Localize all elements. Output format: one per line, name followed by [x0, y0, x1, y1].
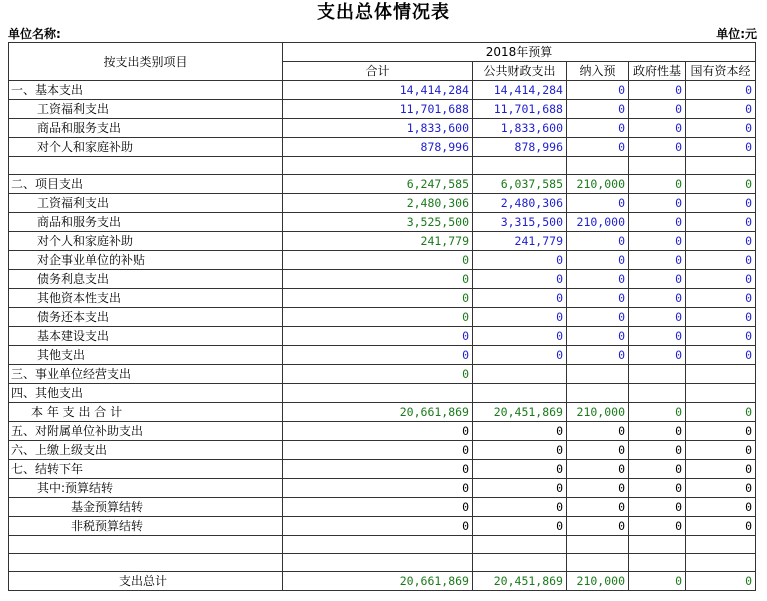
row-value: 0: [567, 422, 629, 441]
row-value: 0: [629, 346, 686, 365]
row-value: [567, 157, 629, 175]
header-year-group: 2018年预算: [283, 43, 756, 62]
row-value: 0: [686, 194, 756, 213]
header-item-col: 按支出类别项目: [9, 43, 283, 81]
row-value: 20,661,869: [283, 403, 473, 422]
row-value: 0: [686, 441, 756, 460]
row-value: [686, 157, 756, 175]
table-row: [9, 175, 756, 194]
row-value: 0: [629, 422, 686, 441]
row-label: 工资福利支出: [9, 194, 283, 213]
row-value: 0: [629, 251, 686, 270]
table-row: [9, 270, 756, 289]
row-label: 其中:预算结转: [9, 479, 283, 498]
row-value: [283, 384, 473, 403]
row-label: 基本建设支出: [9, 327, 283, 346]
row-value: [686, 384, 756, 403]
row-value: 0: [686, 572, 756, 591]
unit-info-line: [0, 26, 767, 42]
row-label: 债务利息支出: [9, 270, 283, 289]
table-row: [9, 213, 756, 232]
row-value: 0: [686, 460, 756, 479]
row-value: 0: [473, 270, 567, 289]
table-row: [9, 308, 756, 327]
table-row: [9, 422, 756, 441]
row-value: [473, 554, 567, 572]
row-value: 0: [629, 270, 686, 289]
row-value: 0: [473, 441, 567, 460]
table-row: [9, 100, 756, 119]
row-value: 210,000: [567, 572, 629, 591]
row-value: 241,779: [473, 232, 567, 251]
table-row: [9, 460, 756, 479]
row-value: 0: [686, 422, 756, 441]
row-value: [473, 365, 567, 384]
row-value: 20,661,869: [283, 572, 473, 591]
row-value: 2,480,306: [473, 194, 567, 213]
row-value: 0: [629, 232, 686, 251]
table-row: [9, 403, 756, 422]
row-label: 债务还本支出: [9, 308, 283, 327]
row-value: 2,480,306: [283, 194, 473, 213]
row-value: 0: [283, 270, 473, 289]
row-value: 0: [567, 232, 629, 251]
row-value: 0: [283, 498, 473, 517]
table-row: [9, 289, 756, 308]
row-value: 0: [629, 327, 686, 346]
page-title: 支出总体情况表: [317, 2, 450, 23]
row-value: 14,414,284: [283, 81, 473, 100]
row-label: 基金预算结转: [9, 498, 283, 517]
row-value: 0: [629, 441, 686, 460]
table-row: [9, 498, 756, 517]
row-value: 3,525,500: [283, 213, 473, 232]
row-value: [686, 554, 756, 572]
row-value: 0: [473, 251, 567, 270]
table-row: [9, 384, 756, 403]
table-row: [9, 251, 756, 270]
row-label: 六、上缴上级支出: [9, 441, 283, 460]
row-value: 0: [686, 498, 756, 517]
row-value: 0: [629, 119, 686, 138]
header-col-public-finance: 公共财政支出: [473, 62, 567, 81]
row-label: 本 年 支 出 合 计: [9, 403, 283, 422]
row-label: 其他支出: [9, 346, 283, 365]
row-value: 0: [283, 346, 473, 365]
row-value: [473, 157, 567, 175]
row-value: [567, 554, 629, 572]
row-value: 0: [283, 327, 473, 346]
row-value: 0: [473, 308, 567, 327]
row-value: 0: [629, 572, 686, 591]
row-label: 五、对附属单位补助支出: [9, 422, 283, 441]
header-col-total: 合计: [283, 62, 473, 81]
row-label: 二、项目支出: [9, 175, 283, 194]
row-label: 三、事业单位经营支出: [9, 365, 283, 384]
row-value: [686, 365, 756, 384]
table-row: [9, 479, 756, 498]
row-value: 0: [686, 138, 756, 157]
header-col-included-budget: 纳入预: [567, 62, 629, 81]
row-value: 0: [567, 81, 629, 100]
row-value: 0: [567, 308, 629, 327]
row-value: 0: [686, 403, 756, 422]
row-value: 0: [686, 213, 756, 232]
table-row: [9, 81, 756, 100]
row-value: 0: [629, 289, 686, 308]
table-row: [9, 327, 756, 346]
row-value: 0: [567, 327, 629, 346]
table-row: [9, 346, 756, 365]
row-label: 对个人和家庭补助: [9, 232, 283, 251]
row-label: [9, 554, 283, 572]
row-value: 0: [686, 100, 756, 119]
table-row: [9, 157, 756, 175]
row-value: [629, 365, 686, 384]
row-value: 0: [686, 270, 756, 289]
table-row: [9, 138, 756, 157]
table-row: [9, 536, 756, 554]
row-value: 0: [686, 346, 756, 365]
row-value: 0: [686, 119, 756, 138]
row-value: 0: [283, 517, 473, 536]
row-value: [283, 536, 473, 554]
table-row: [9, 572, 756, 591]
row-value: 11,701,688: [473, 100, 567, 119]
row-value: 0: [686, 517, 756, 536]
row-value: 0: [567, 289, 629, 308]
row-value: 210,000: [567, 403, 629, 422]
row-value: 0: [473, 517, 567, 536]
row-value: 3,315,500: [473, 213, 567, 232]
row-value: [473, 536, 567, 554]
row-value: 0: [283, 308, 473, 327]
table-row: [9, 194, 756, 213]
row-value: 0: [473, 498, 567, 517]
row-value: 0: [686, 81, 756, 100]
unit-name-label: 单位名称:: [8, 27, 61, 41]
row-value: 0: [629, 100, 686, 119]
row-value: [629, 554, 686, 572]
row-value: [629, 157, 686, 175]
row-value: 0: [629, 460, 686, 479]
row-value: 0: [629, 213, 686, 232]
row-value: 0: [686, 232, 756, 251]
row-value: 0: [567, 251, 629, 270]
row-value: 0: [629, 517, 686, 536]
row-value: 0: [283, 422, 473, 441]
table-row: [9, 554, 756, 572]
row-value: 0: [629, 138, 686, 157]
row-value: 0: [686, 289, 756, 308]
row-label: 对个人和家庭补助: [9, 138, 283, 157]
row-value: 0: [567, 441, 629, 460]
table-row: [9, 119, 756, 138]
table-row: [9, 365, 756, 384]
row-value: [686, 536, 756, 554]
row-value: 0: [567, 194, 629, 213]
row-label: 商品和服务支出: [9, 119, 283, 138]
row-value: 878,996: [283, 138, 473, 157]
row-label: 非税预算结转: [9, 517, 283, 536]
row-value: 0: [629, 81, 686, 100]
row-value: 6,247,585: [283, 175, 473, 194]
row-label: 七、结转下年: [9, 460, 283, 479]
row-value: [629, 384, 686, 403]
row-value: 0: [567, 270, 629, 289]
row-value: 0: [686, 251, 756, 270]
row-value: 0: [567, 346, 629, 365]
row-value: 0: [686, 308, 756, 327]
unit-label: 单位:元: [716, 27, 757, 41]
row-value: 0: [567, 479, 629, 498]
table-row: [9, 441, 756, 460]
row-value: 14,414,284: [473, 81, 567, 100]
row-value: 210,000: [567, 175, 629, 194]
row-label: 商品和服务支出: [9, 213, 283, 232]
row-label: 其他资本性支出: [9, 289, 283, 308]
row-value: 0: [629, 479, 686, 498]
header-col-state-capital: 国有资本经: [686, 62, 756, 81]
table-row: [9, 517, 756, 536]
row-value: [567, 536, 629, 554]
row-value: 11,701,688: [283, 100, 473, 119]
row-value: 20,451,869: [473, 403, 567, 422]
row-label: [9, 536, 283, 554]
row-label: 一、基本支出: [9, 81, 283, 100]
row-value: 0: [473, 479, 567, 498]
row-label: [9, 157, 283, 175]
row-value: 0: [283, 251, 473, 270]
row-value: 0: [629, 175, 686, 194]
row-value: 0: [686, 175, 756, 194]
row-value: [567, 365, 629, 384]
table-row: [9, 232, 756, 251]
row-value: 0: [283, 479, 473, 498]
row-value: 0: [629, 308, 686, 327]
row-value: 0: [567, 100, 629, 119]
expenditure-table: [8, 42, 756, 591]
row-value: 0: [567, 517, 629, 536]
row-value: 0: [283, 289, 473, 308]
table-body: [9, 43, 756, 591]
row-value: 0: [629, 194, 686, 213]
row-value: 0: [629, 498, 686, 517]
row-value: [473, 384, 567, 403]
row-value: 0: [473, 346, 567, 365]
row-value: 0: [473, 422, 567, 441]
row-label: 四、其他支出: [9, 384, 283, 403]
row-value: [283, 157, 473, 175]
row-value: 0: [567, 460, 629, 479]
row-value: [283, 554, 473, 572]
row-value: 0: [567, 498, 629, 517]
row-value: 0: [686, 479, 756, 498]
row-value: 0: [473, 289, 567, 308]
row-value: 878,996: [473, 138, 567, 157]
row-value: 0: [686, 327, 756, 346]
row-value: 6,037,585: [473, 175, 567, 194]
row-value: 0: [567, 119, 629, 138]
row-value: 0: [283, 441, 473, 460]
row-value: 20,451,869: [473, 572, 567, 591]
row-value: 0: [283, 365, 473, 384]
row-value: 1,833,600: [283, 119, 473, 138]
row-label: 工资福利支出: [9, 100, 283, 119]
row-label: 支出总计: [9, 572, 283, 591]
row-value: 1,833,600: [473, 119, 567, 138]
row-value: 0: [283, 460, 473, 479]
row-value: [567, 384, 629, 403]
row-value: 241,779: [283, 232, 473, 251]
row-value: 210,000: [567, 213, 629, 232]
row-value: 0: [567, 138, 629, 157]
row-value: [629, 536, 686, 554]
row-value: 0: [629, 403, 686, 422]
row-value: 0: [473, 460, 567, 479]
row-label: 对企事业单位的补贴: [9, 251, 283, 270]
row-value: 0: [473, 327, 567, 346]
header-col-gov-fund: 政府性基: [629, 62, 686, 81]
header-row-1: [9, 43, 756, 62]
